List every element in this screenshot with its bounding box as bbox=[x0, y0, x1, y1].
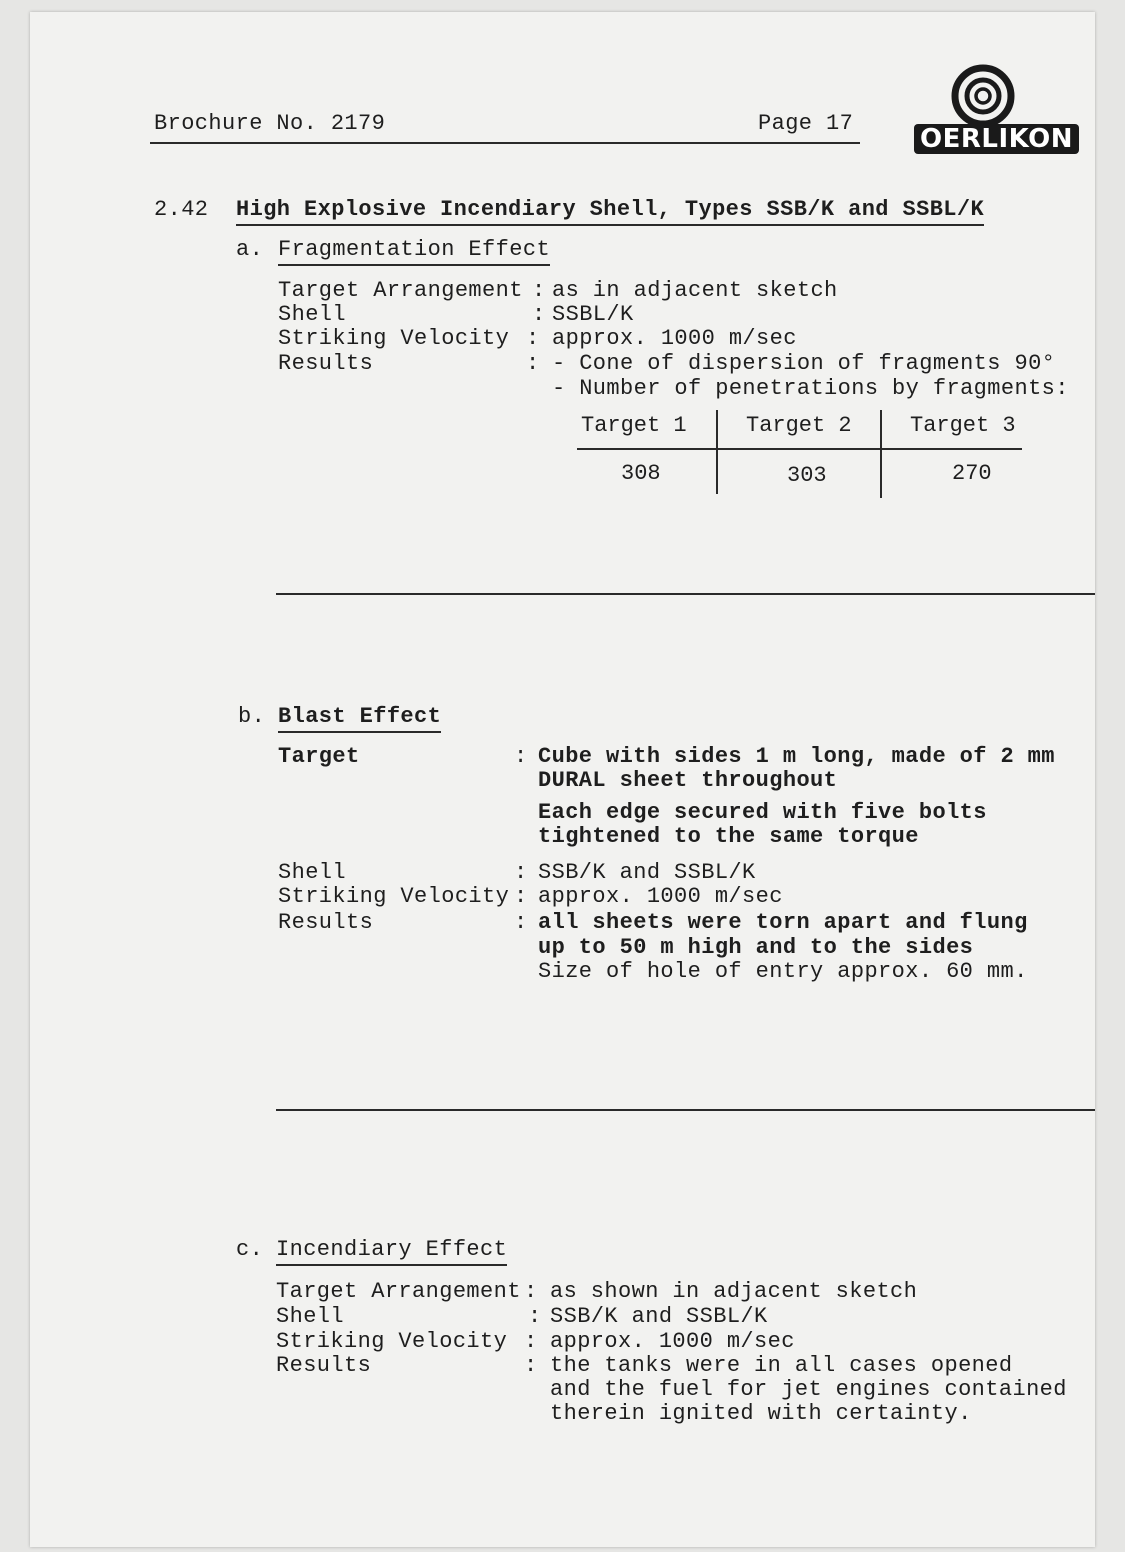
table-header-rule bbox=[577, 448, 1022, 450]
frag-label-velocity: Striking Velocity bbox=[278, 326, 510, 351]
blast-sep-results: : bbox=[514, 910, 528, 935]
brochure-number: Brochure No. 2179 bbox=[154, 111, 386, 136]
subsection-b-letter: b. bbox=[238, 704, 266, 729]
incendiary-heading: Incendiary Effect bbox=[276, 1238, 507, 1266]
blast-label-shell: Shell bbox=[278, 860, 347, 885]
table-value-target-3: 270 bbox=[952, 461, 992, 486]
inc-value-shell: SSB/K and SSBL/K bbox=[550, 1304, 768, 1329]
blast-target-line-3: Each edge secured with five bolts bbox=[538, 800, 987, 825]
blast-results-line-3: Size of hole of entry approx. 60 mm. bbox=[538, 959, 1028, 984]
frag-value-velocity: approx. 1000 m/sec bbox=[552, 326, 797, 351]
frag-label-target: Target Arrangement bbox=[278, 278, 523, 303]
blast-label-results: Results bbox=[278, 910, 374, 935]
table-header-target-3: Target 3 bbox=[910, 413, 1016, 438]
header-rule bbox=[150, 142, 860, 144]
page-number: Page 17 bbox=[758, 111, 854, 136]
table-divider-1 bbox=[716, 410, 718, 494]
section-a-rule bbox=[276, 593, 1095, 595]
blast-value-velocity: approx. 1000 m/sec bbox=[538, 884, 783, 909]
frag-label-results: Results bbox=[278, 351, 374, 376]
inc-label-results: Results bbox=[276, 1353, 372, 1378]
frag-sep-3: : bbox=[526, 351, 540, 376]
frag-value-results: - Cone of dispersion of fragments 90° bbox=[552, 351, 1056, 376]
table-value-target-1: 308 bbox=[621, 461, 661, 486]
inc-label-shell: Shell bbox=[276, 1304, 345, 1329]
section-number: 2.42 bbox=[154, 197, 209, 222]
inc-label-target: Target Arrangement bbox=[276, 1279, 521, 1304]
section-title: High Explosive Incendiary Shell, Types SSB/K and SSBL/K bbox=[236, 198, 984, 226]
inc-results-line-2: and the fuel for jet engines contained bbox=[550, 1377, 1067, 1402]
subsection-c-letter: c. bbox=[236, 1237, 264, 1262]
blast-target-line-2: DURAL sheet throughout bbox=[538, 768, 838, 793]
blast-sep-velocity: : bbox=[514, 884, 528, 909]
table-header-target-2: Target 2 bbox=[746, 413, 852, 438]
logo-wordmark: OERLIKON bbox=[914, 124, 1079, 154]
oerlikon-logo bbox=[910, 62, 1073, 162]
frag-value-shell: SSBL/K bbox=[552, 302, 634, 327]
frag-results-line2: - Number of penetrations by fragments: bbox=[552, 376, 1069, 401]
target-rings-icon bbox=[910, 62, 1060, 132]
inc-sep-0: : bbox=[524, 1279, 538, 1304]
frag-sep-0: : bbox=[532, 278, 546, 303]
blast-sep-shell: : bbox=[514, 860, 528, 885]
table-header-target-1: Target 1 bbox=[581, 413, 687, 438]
blast-value-shell: SSB/K and SSBL/K bbox=[538, 860, 756, 885]
subsection-a-letter: a. bbox=[236, 237, 264, 262]
blast-label-velocity: Striking Velocity bbox=[278, 884, 510, 909]
inc-sep-1: : bbox=[528, 1304, 542, 1329]
blast-target-line-1: Cube with sides 1 m long, made of 2 mm bbox=[538, 744, 1055, 769]
blast-label-target: Target bbox=[278, 744, 360, 769]
table-value-target-2: 303 bbox=[787, 463, 827, 488]
inc-value-target: as shown in adjacent sketch bbox=[550, 1279, 918, 1304]
blast-results-line-2: up to 50 m high and to the sides bbox=[538, 935, 974, 960]
fragmentation-heading: Fragmentation Effect bbox=[278, 238, 550, 266]
blast-results-line-1: all sheets were torn apart and flung bbox=[538, 910, 1028, 935]
frag-value-target: as in adjacent sketch bbox=[552, 278, 838, 303]
inc-sep-2: : bbox=[524, 1329, 538, 1354]
inc-value-velocity: approx. 1000 m/sec bbox=[550, 1329, 795, 1354]
inc-sep-3: : bbox=[524, 1353, 538, 1378]
blast-heading: Blast Effect bbox=[278, 705, 441, 733]
blast-sep-target: : bbox=[514, 744, 528, 769]
inc-results-line-3: therein ignited with certainty. bbox=[550, 1401, 972, 1426]
frag-sep-2: : bbox=[526, 326, 540, 351]
section-b-rule bbox=[276, 1109, 1095, 1111]
frag-label-shell: Shell bbox=[278, 302, 347, 327]
inc-label-velocity: Striking Velocity bbox=[276, 1329, 508, 1354]
blast-target-line-4: tightened to the same torque bbox=[538, 824, 919, 849]
inc-results-line-1: the tanks were in all cases opened bbox=[550, 1353, 1013, 1378]
table-divider-2 bbox=[880, 410, 882, 498]
frag-sep-1: : bbox=[532, 302, 546, 327]
document-page bbox=[30, 12, 1095, 1547]
